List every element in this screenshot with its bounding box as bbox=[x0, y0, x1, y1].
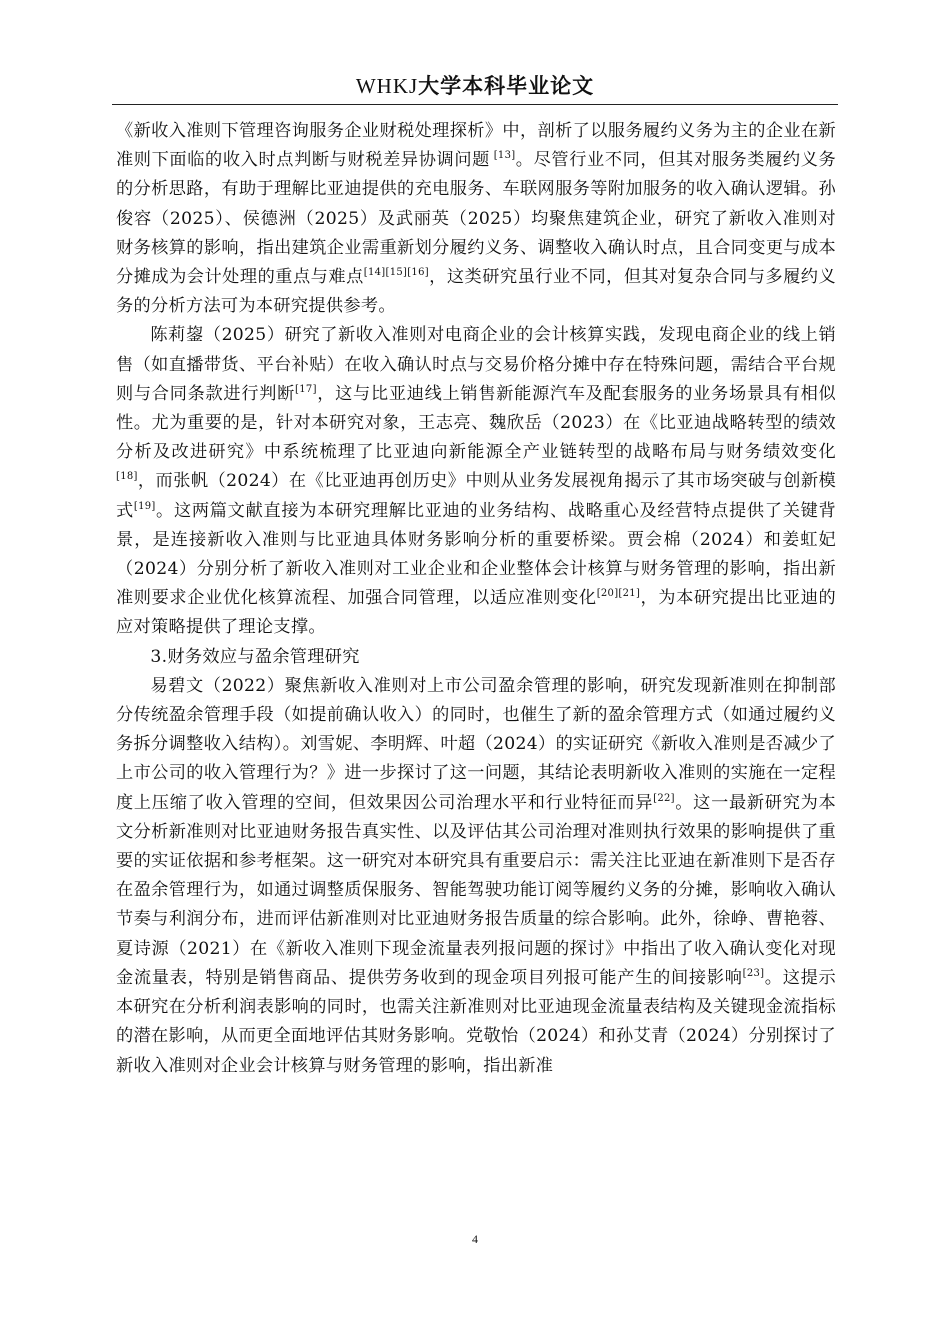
header-title: 大学本科毕业论文 bbox=[418, 73, 595, 98]
paragraph bbox=[116, 117, 836, 321]
citation-ref: [23] bbox=[742, 967, 765, 979]
citation-ref: [18] bbox=[116, 471, 138, 483]
header-latin-text: WHKJ bbox=[355, 74, 419, 98]
citation-ref: [14][15][16] bbox=[363, 267, 429, 279]
citation-ref: [19] bbox=[133, 500, 156, 512]
text-run: 陈莉鋆（2025）研究了新收入准则对电商企业的会计核算实践，发现电商企业的线上销售（如直播带货、平台补贴）在收入确认时点与交易价格分摊中存在特殊问题，需结合平台规则与合同条款进行判断 bbox=[116, 325, 836, 404]
paragraph bbox=[116, 321, 836, 642]
text-run: ，为本研究提出比亚迪的应对策略提供了理论支撑。 bbox=[116, 588, 836, 638]
text-run: 。这两篇文献直接为本研究理解比亚迪的业务结构、战略重心及经营特点提供了关键背景，是连接新收入准则与比亚迪具体财务影响分析的重要桥梁。贾会棉（2024）和姜虹妃（2024）分别分析了新收入准则对工业企业和企业整体会计核算与财务管理的影响，指出新准则要求企业优化核算流程、加强合同管理，以适应准则变化 bbox=[116, 500, 837, 609]
text-run: 易碧文（2022）聚焦新收入准则对上市公司盈余管理的影响，研究发现新准则在抑制部分传统盈余管理手段（如提前确认收入）的同时，也催生了新的盈余管理方式（如通过履约义务拆分调整收入结构）。刘雪妮、李明辉、叶超（2024）的实证研究《新收入准则是否减少了上市公司的收入管理行为？》进一步探讨了这一问题，其结论表明新收入准则的实施在一定程度上压缩了收入管理的空间，但效果因公司治理水平和行业特征而异 bbox=[116, 675, 836, 813]
page-header bbox=[112, 70, 838, 105]
text-run: 。这提示本研究在分析利润表影响的同时，也需关注新准则对比亚迪现金流量表结构及关键现金流指标的潜在影响，从而更全面地评估其财务影响。党敬怡（2024）和孙艾青（2024）分别探讨了新收入准则对企业会计核算与财务管理的影响，指出新准 bbox=[116, 967, 836, 1076]
text-run: 。尽管行业不同，但其对服务类履约义务的分析思路，有助于理解比亚迪提供的充电服务、车联网服务等附加服务的收入确认逻辑。孙俊容（2025）、侯德洲（2025）及武丽英（2025）均聚焦建筑企业，研究了新收入准则对财务核算的影响，指出建筑企业需重新划分履约义务、调整收入确认时点，且合同变更与成本分摊成为会计处理的重点与难点 bbox=[116, 150, 836, 288]
citation-ref: [22] bbox=[653, 792, 675, 804]
text-run: ，这与比亚迪线上销售新能源汽车及配套服务的业务场景具有相似性。尤为重要的是，针对本研究对象，王志亮、魏欣岳（2023）在《比亚迪战略转型的绩效分析及改进研究》中系统梳理了比亚迪向新能源全产业链转型的战略布局与财务绩效变化 bbox=[116, 383, 836, 463]
text-run: 。这一最新研究为本文分析新准则对比亚迪财务报告真实性、以及评估其公司治理对准则执行效果的影响提供了重要的实证依据和参考框架。这一研究对本研究具有重要启示：需关注比亚迪在新准则下是否存在盈余管理行为，如通过调整质保服务、智能驾驶功能订阅等履约义务的分摊，影响收入确认节奏与利润分布，进而评估新准则对比亚迪财务报告质量的综合影响。此外，徐峥、曹艳蓉、夏诗源（2021）在《新收入准则下现金流量表列报问题的探讨》中指出了收入确认变化对现金流量表，特别是销售商品、提供劳务收到的现金项目列报可能产生的间接影响 bbox=[116, 792, 836, 988]
section-heading bbox=[116, 643, 836, 672]
body-text bbox=[116, 117, 836, 1081]
citation-ref: [17] bbox=[295, 383, 317, 395]
citation-ref: [20][21] bbox=[596, 588, 641, 600]
page-number: 4 bbox=[472, 1232, 478, 1246]
citation-ref: [13] bbox=[489, 150, 516, 162]
text-run: ，这类研究虽行业不同，但其对复杂合同与多履约义务的分析方法可为本研究提供参考。 bbox=[116, 267, 836, 317]
text-run: ，而张帆（2024）在《比亚迪再创历史》中则从业务发展视角揭示了其市场突破与创新模式 bbox=[116, 471, 836, 521]
text-run: 《新收入准则下管理咨询服务企业财税处理探析》中，剖析了以服务履约义务为主的企业在新准则下面临的收入时点判断与财税差异协调问题 bbox=[116, 121, 836, 171]
paragraph bbox=[116, 672, 836, 1081]
text-run: 3.财务效应与盈余管理研究 bbox=[150, 646, 360, 667]
